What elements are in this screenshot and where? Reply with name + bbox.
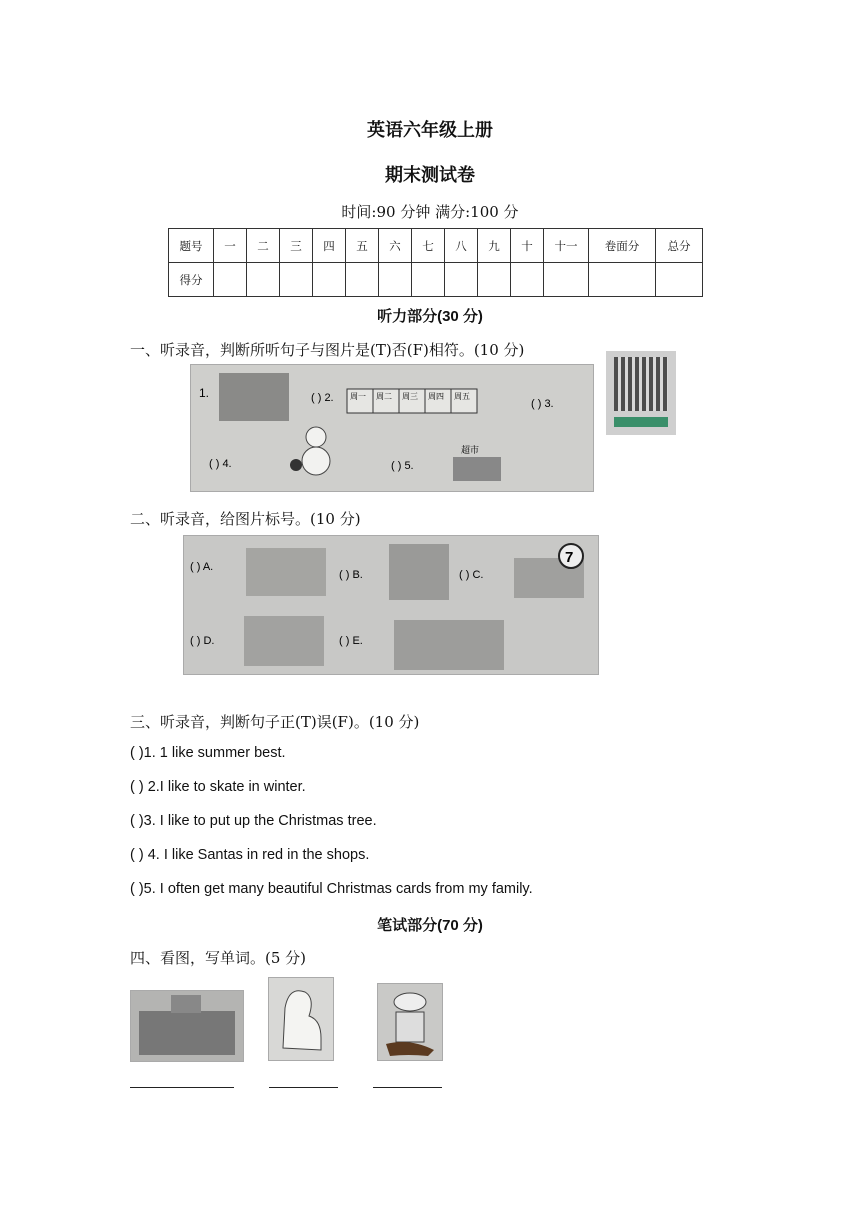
- exam-title: 英语六年级上册: [367, 120, 493, 141]
- picture-a: [246, 548, 326, 596]
- part2-picture: [183, 535, 599, 675]
- score-cell[interactable]: [280, 263, 313, 297]
- part2-instruction: 二、听录音，给图片标号。(10 分): [130, 510, 361, 528]
- part3-item-4: ( ) 4. I like Santas in red in the shops.: [130, 847, 370, 863]
- weekday-label: 周三: [402, 392, 418, 401]
- score-cell[interactable]: [511, 263, 544, 297]
- part3-item-3: ( )3. I like to put up the Christmas tree.: [130, 813, 377, 829]
- part1-label-3: ( ) 3.: [531, 398, 554, 410]
- score-header-cell: 一: [214, 229, 247, 263]
- score-header-cell: 卷面分: [589, 229, 656, 263]
- weekday-label: 周四: [428, 392, 444, 401]
- score-header-cell: 六: [379, 229, 412, 263]
- score-header-cell: 十一: [544, 229, 589, 263]
- written-heading: 笔试部分(70 分): [377, 917, 483, 934]
- part3-item-1: ( )1. 1 like summer best.: [130, 745, 286, 761]
- score-cell[interactable]: [346, 263, 379, 297]
- snowman-image: [302, 447, 330, 475]
- score-cell[interactable]: [544, 263, 589, 297]
- weekday-label: 周五: [454, 392, 470, 401]
- answer-line-1[interactable]: [130, 1087, 234, 1088]
- room-image: [219, 373, 289, 421]
- score-header-cell: 八: [445, 229, 478, 263]
- score-header-cell: 总分: [656, 229, 703, 263]
- weekday-label: 周一: [350, 392, 366, 401]
- score-row-label: 得分: [169, 263, 214, 297]
- part2-label-d: ( ) D.: [190, 635, 215, 647]
- part2-label-c: ( ) C.: [459, 569, 484, 581]
- part2-label-a: ( ) A.: [190, 561, 214, 573]
- score-cell[interactable]: [478, 263, 511, 297]
- arm-image: [268, 977, 334, 1061]
- part2-label-b: ( ) B.: [339, 569, 363, 581]
- part3-item-5: ( )5. I often get many beautiful Christmas cards from my family.: [130, 881, 533, 897]
- score-header-cell: 七: [412, 229, 445, 263]
- part1-illustration: [191, 365, 593, 491]
- weekday-chart: [347, 389, 477, 413]
- score-cell[interactable]: [589, 263, 656, 297]
- qr-code[interactable]: [606, 351, 676, 435]
- score-header-cell: 三: [280, 229, 313, 263]
- part3-instruction: 三、听录音，判断句子正(T)误(F)。(10 分): [130, 713, 420, 731]
- picture-d: [244, 616, 324, 666]
- score-cell[interactable]: [214, 263, 247, 297]
- score-table: [168, 228, 703, 297]
- kitchen-image: [130, 990, 244, 1062]
- part2-label-e: ( ) E.: [339, 635, 363, 647]
- score-cell[interactable]: [313, 263, 346, 297]
- part2-illustration: [184, 536, 598, 674]
- part1-label-5: ( ) 5.: [391, 460, 414, 472]
- part4-instruction: 四、看图，写单词。(5 分): [130, 949, 307, 967]
- score-header-cell: 十: [511, 229, 544, 263]
- score-header-cell: 四: [313, 229, 346, 263]
- exam-subtitle: 期末测试卷: [385, 165, 475, 186]
- score-header-cell: 题号: [169, 229, 214, 263]
- toilet-image: [377, 983, 443, 1061]
- exam-info: 时间:90 分钟 满分:100 分: [341, 203, 519, 221]
- answer-line-3[interactable]: [373, 1087, 442, 1088]
- picture-e: [394, 620, 504, 670]
- badge-number: 7: [565, 549, 574, 566]
- score-header-cell: 五: [346, 229, 379, 263]
- weekday-label: 周二: [376, 392, 392, 401]
- score-cell[interactable]: [379, 263, 412, 297]
- score-cell[interactable]: [412, 263, 445, 297]
- shop-sign: 超市: [461, 446, 480, 456]
- part1-picture: [190, 364, 594, 492]
- part1-instruction: 一、听录音，判断所听句子与图片是(T)否(F)相符。(10 分): [130, 341, 525, 359]
- score-table-score-row: [169, 263, 703, 297]
- score-header-cell: 二: [247, 229, 280, 263]
- answer-line-2[interactable]: [269, 1087, 338, 1088]
- listening-heading: 听力部分(30 分): [377, 308, 483, 325]
- score-cell[interactable]: [247, 263, 280, 297]
- score-cell[interactable]: [656, 263, 703, 297]
- part1-label-1: 1.: [199, 386, 210, 400]
- score-header-cell: 九: [478, 229, 511, 263]
- part1-label-4: ( ) 4.: [209, 458, 232, 470]
- shop-image: [453, 457, 501, 481]
- part1-label-2: ( ) 2.: [311, 392, 334, 404]
- score-table-header-row: [169, 229, 703, 263]
- part3-item-2: ( ) 2.I like to skate in winter.: [130, 779, 306, 795]
- picture-b: [389, 544, 449, 600]
- score-cell[interactable]: [445, 263, 478, 297]
